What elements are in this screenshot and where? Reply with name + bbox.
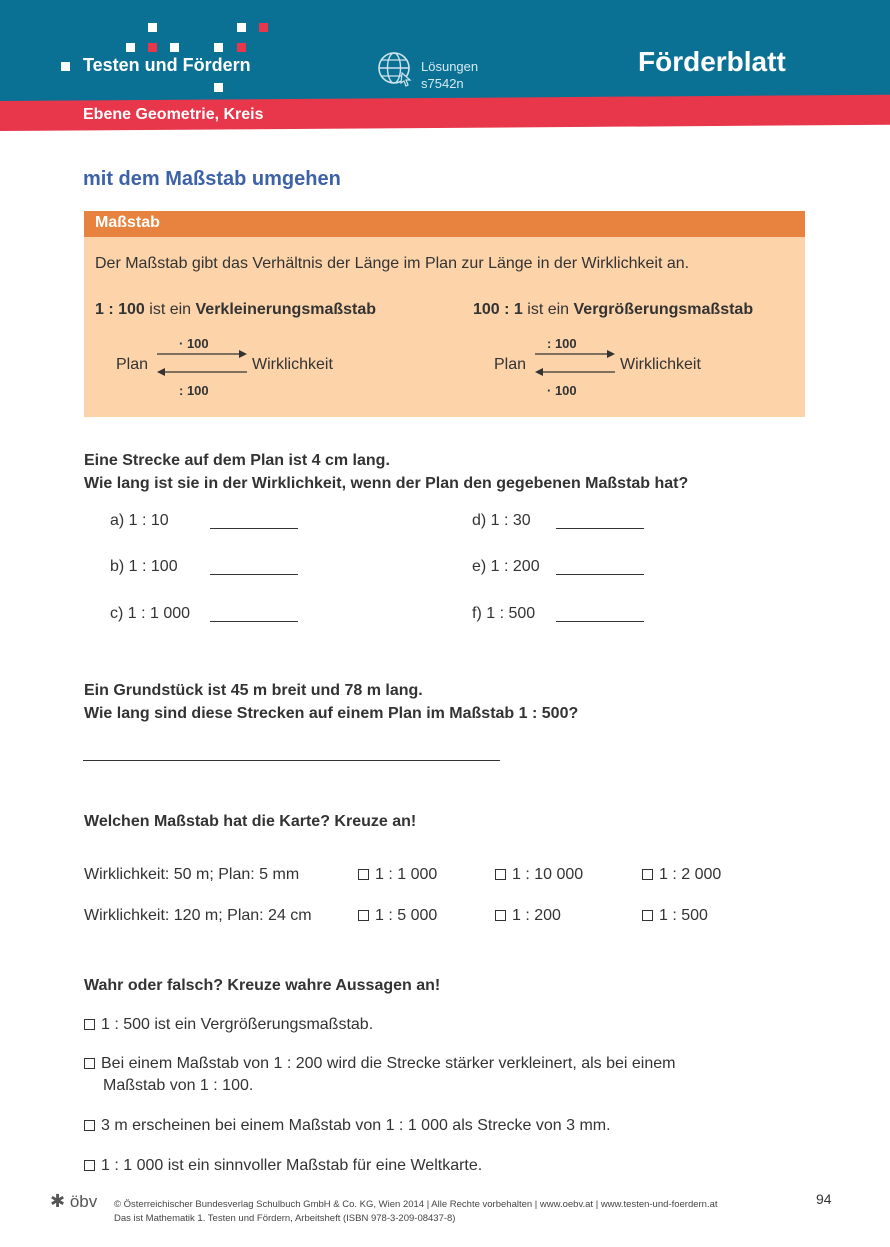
page-number: 94: [816, 1191, 832, 1207]
task3-row2-option2[interactable]: 1 : 200: [495, 907, 561, 925]
footer-copyright: [114, 1198, 718, 1226]
info-box-header: [84, 211, 805, 237]
checkbox-icon[interactable]: [358, 910, 369, 921]
task4-statement-3[interactable]: 3 m erscheinen bei einem Maßstab von 1 : 1 000 als Strecke von 3 mm.: [84, 1117, 611, 1135]
task2-question: [84, 679, 578, 725]
task3-row2-given: Wirklichkeit: 120 m; Plan: 24 cm: [84, 907, 312, 924]
info-box-title: Maßstab: [95, 214, 160, 231]
task4-statement-2[interactable]: Bei einem Maßstab von 1 : 200 wird die Strecke stärker verkleinert, als bei einem: [84, 1055, 675, 1073]
diagram-left-bottom-op: : 100: [179, 383, 209, 398]
globe-icon[interactable]: [376, 51, 412, 87]
answer-blank-f[interactable]: [556, 607, 644, 627]
task4-statement-1[interactable]: 1 : 500 ist ein Vergrößerungsmaßstab.: [84, 1016, 373, 1034]
rule-ratio: 100 : 1: [473, 301, 523, 318]
checkbox-icon[interactable]: [84, 1058, 95, 1069]
diagram-right-arrows: [533, 346, 618, 380]
footer-line2: Das ist Mathematik 1. Testen und Fördern, Arbeitsheft (ISBN 978-3-209-08437-8): [114, 1213, 456, 1224]
rule-enlargement: [473, 301, 753, 319]
footer-line1: © Österreichischer Bundesverlag Schulbuch GmbH & Co. KG, Wien 2014 | Alle Rechte vorbehalten | www.oebv.at | www.testen-und-foerdern.at: [114, 1199, 718, 1210]
task1-item-e: e) 1 : 200: [472, 558, 540, 575]
sheet-type-title: Förderblatt: [638, 46, 786, 77]
task1-item-b: b) 1 : 100: [110, 558, 178, 575]
publisher-logo: [50, 1191, 97, 1212]
answer-blank-a[interactable]: [210, 514, 298, 534]
task4-statement-4[interactable]: 1 : 1 000 ist ein sinnvoller Maßstab für eine Weltkarte.: [84, 1157, 482, 1175]
checkbox-icon[interactable]: [84, 1019, 95, 1030]
answer-blank-d[interactable]: [556, 514, 644, 534]
checkbox-icon[interactable]: [358, 869, 369, 880]
rule-mid: ist ein: [144, 301, 196, 318]
task1-item-d: d) 1 : 30: [472, 512, 531, 529]
rule-kind: Vergrößerungsmaßstab: [573, 301, 754, 318]
task1-line2: Wie lang ist sie in der Wirklichkeit, wenn der Plan den gegebenen Maßstab hat?: [84, 475, 689, 492]
solutions-label: Lösungen: [421, 59, 479, 74]
diagram-left-arrows: [155, 346, 250, 380]
brand-bullet: [61, 62, 70, 71]
task2-line2: Wie lang sind diese Strecken auf einem Plan im Maßstab 1 : 500?: [84, 705, 579, 722]
checkbox-icon[interactable]: [642, 910, 653, 921]
task4-question: Wahr oder falsch? Kreuze wahre Aussagen an!: [84, 977, 441, 994]
checkbox-icon[interactable]: [495, 910, 506, 921]
info-box-text: Der Maßstab gibt das Verhältnis der Länge im Plan zur Länge in der Wirklichkeit an.: [95, 255, 690, 272]
task2-answer-line[interactable]: [83, 760, 500, 761]
rule-ratio: 1 : 100: [95, 301, 145, 318]
rule-reduction: [95, 301, 376, 319]
answer-blank-c[interactable]: [210, 607, 298, 627]
checkbox-icon[interactable]: [642, 869, 653, 880]
answer-blank-b[interactable]: [210, 560, 298, 580]
diagram-left-real: Wirklichkeit: [252, 356, 333, 373]
task1-item-f: f) 1 : 500: [472, 605, 536, 622]
task1-question: [84, 449, 688, 495]
task4-statement-2-cont: Maßstab von 1 : 100.: [103, 1077, 254, 1094]
diagram-left-top-op: · 100: [179, 336, 209, 351]
task3-row2-option3[interactable]: 1 : 500: [642, 907, 708, 925]
topic-label: Ebene Geometrie, Kreis: [83, 106, 264, 123]
task1-line1: Eine Strecke auf dem Plan ist 4 cm lang.: [84, 452, 390, 469]
brand-name: Testen und Fördern: [83, 55, 251, 75]
section-title: mit dem Maßstab umgehen: [83, 168, 341, 190]
checkbox-icon[interactable]: [84, 1120, 95, 1131]
rule-mid: ist ein: [522, 301, 574, 318]
diagram-right-bottom-op: · 100: [547, 383, 577, 398]
task3-row1-option3[interactable]: 1 : 2 000: [642, 866, 721, 884]
checkbox-icon[interactable]: [84, 1160, 95, 1171]
task1-item-c: c) 1 : 1 000: [110, 605, 191, 622]
brand-logo-squares: [0, 0, 300, 100]
diagram-left-plan: Plan: [116, 356, 149, 373]
task3-row1-given: Wirklichkeit: 50 m; Plan: 5 mm: [84, 866, 300, 883]
diagram-right-real: Wirklichkeit: [620, 356, 701, 373]
diagram-right-top-op: : 100: [547, 336, 577, 351]
publisher-logo-text: öbv: [69, 1192, 98, 1211]
solutions-link[interactable]: [421, 58, 478, 92]
task3-row1-option1[interactable]: 1 : 1 000: [358, 866, 437, 884]
asterisk-icon: ✱: [50, 1191, 66, 1211]
solutions-code: s7542n: [421, 76, 464, 91]
rule-kind: Verkleinerungsmaßstab: [195, 301, 377, 318]
task3-row1-option2[interactable]: 1 : 10 000: [495, 866, 583, 884]
task3-question: Welchen Maßstab hat die Karte? Kreuze an!: [84, 813, 417, 830]
task1-item-a: a) 1 : 10: [110, 512, 169, 529]
task2-line1: Ein Grundstück ist 45 m breit und 78 m lang.: [84, 682, 423, 699]
checkbox-icon[interactable]: [495, 869, 506, 880]
answer-blank-e[interactable]: [556, 560, 644, 580]
task3-row2-option1[interactable]: 1 : 5 000: [358, 907, 437, 925]
diagram-right-plan: Plan: [494, 356, 527, 373]
